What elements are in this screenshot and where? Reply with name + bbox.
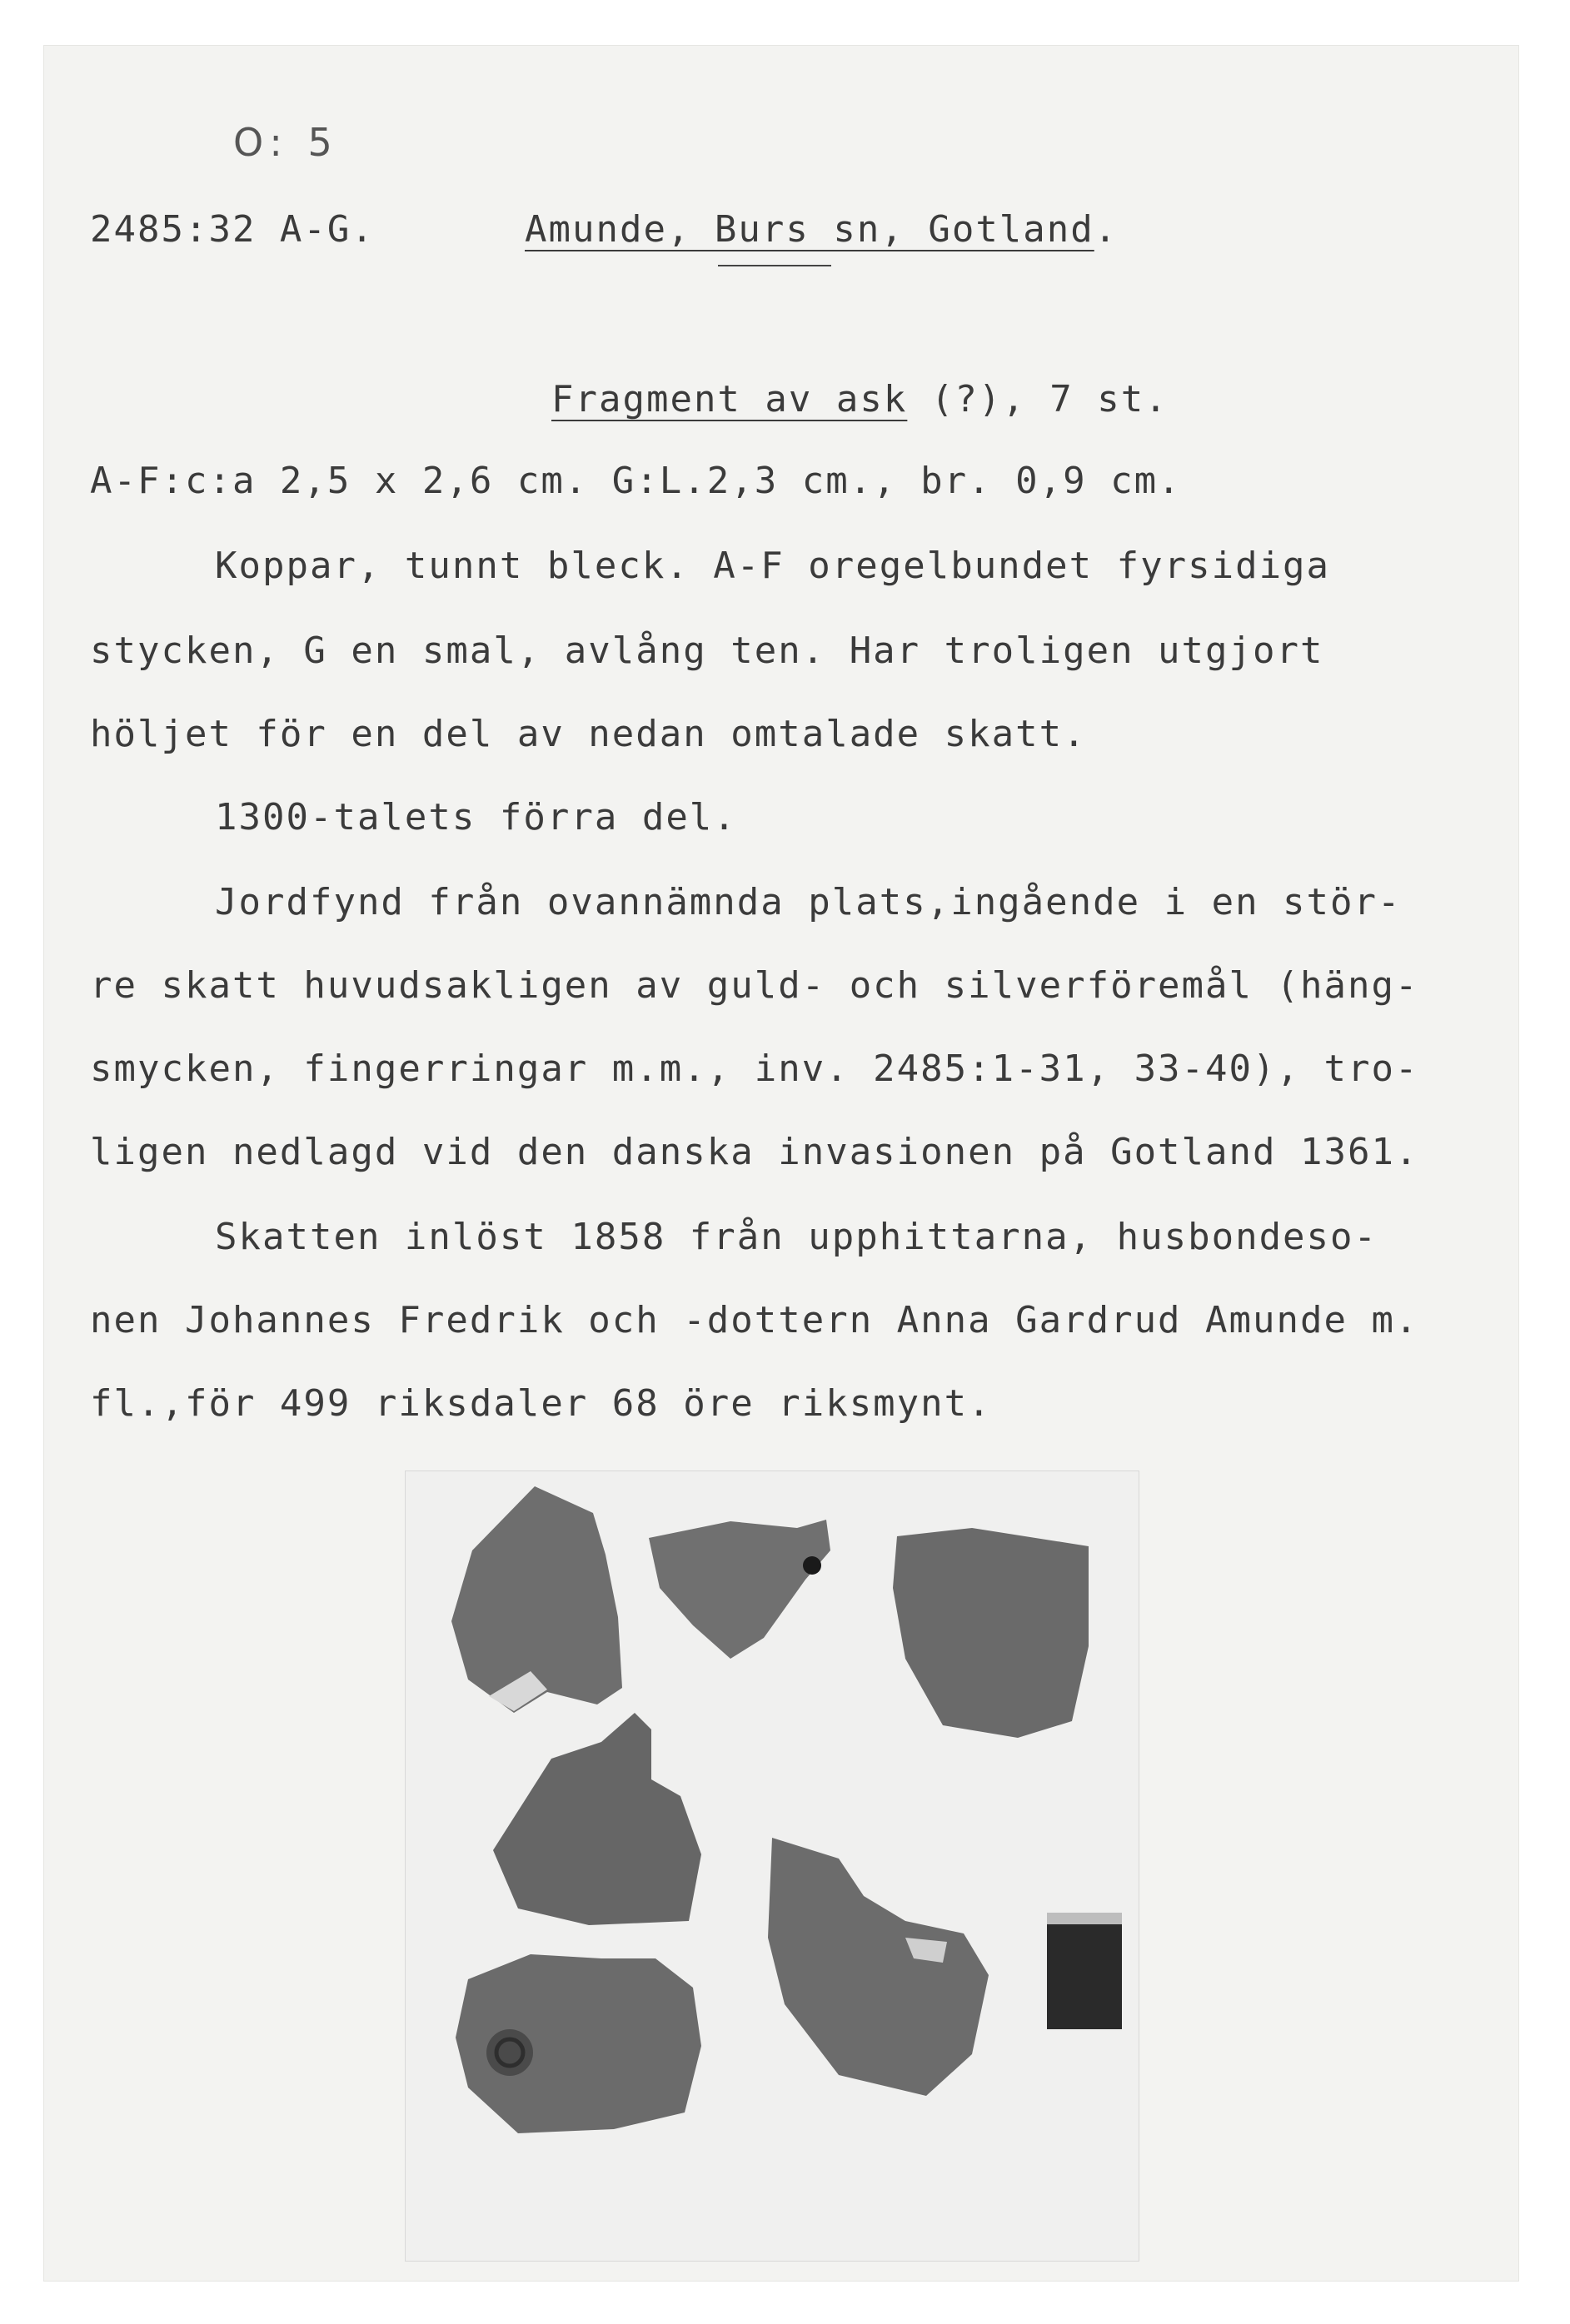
fragments-photograph xyxy=(405,1471,1139,2262)
description-line-1: Koppar, tunnt bleck. A-F oregelbundet fyrsidiga xyxy=(215,545,1331,587)
acquisition-line-1: Skatten inlöst 1858 från upphittarna, husbondeso- xyxy=(215,1216,1378,1258)
acquisition-line-2: nen Johannes Fredrik och -dottern Anna Gardrud Amunde m. xyxy=(90,1299,1419,1341)
location-secondary-underline xyxy=(718,265,831,266)
fragment-f-boss xyxy=(486,2029,533,2076)
handwritten-number: O: 5 xyxy=(233,120,339,165)
fragment-g xyxy=(1047,1913,1122,2029)
fragment-g-edge xyxy=(1047,1913,1122,1924)
fragment-b-hole xyxy=(803,1556,821,1575)
dating-line: 1300-talets förra del. xyxy=(215,796,737,839)
find-line-3: smycken, fingerringar m.m., inv. 2485:1-31, 33-40), tro- xyxy=(90,1048,1419,1090)
fragments-illustration xyxy=(406,1471,1139,2261)
find-line-4: ligen nedlagd vid den danska invasionen på Gotland 1361. xyxy=(90,1131,1419,1173)
find-location-period: . xyxy=(1094,208,1119,251)
find-location xyxy=(525,208,1119,251)
acquisition-line-3: fl.,för 499 riksdaler 68 öre riksmynt. xyxy=(90,1382,992,1425)
find-line-2: re skatt huvudsakligen av guld- och silverföremål (häng- xyxy=(90,964,1419,1007)
object-title-rest: (?), 7 st. xyxy=(907,378,1169,421)
description-line-3: höljet för en del av nedan omtalade skatt. xyxy=(90,713,1087,755)
find-location-text: Amunde, Burs sn, Gotland xyxy=(525,208,1094,251)
description-line-2: stycken, G en smal, avlång ten. Har troligen utgjort xyxy=(90,630,1324,672)
find-line-1: Jordfynd från ovannämnda plats,ingående i en stör- xyxy=(215,881,1402,923)
catalog-number: 2485:32 A-G. xyxy=(90,208,375,251)
measurements: A-F:c:a 2,5 x 2,6 cm. G:L.2,3 cm., br. 0,9 cm. xyxy=(90,460,1182,502)
object-title-underlined: Fragment av ask xyxy=(551,378,908,421)
object-title xyxy=(551,378,1169,421)
